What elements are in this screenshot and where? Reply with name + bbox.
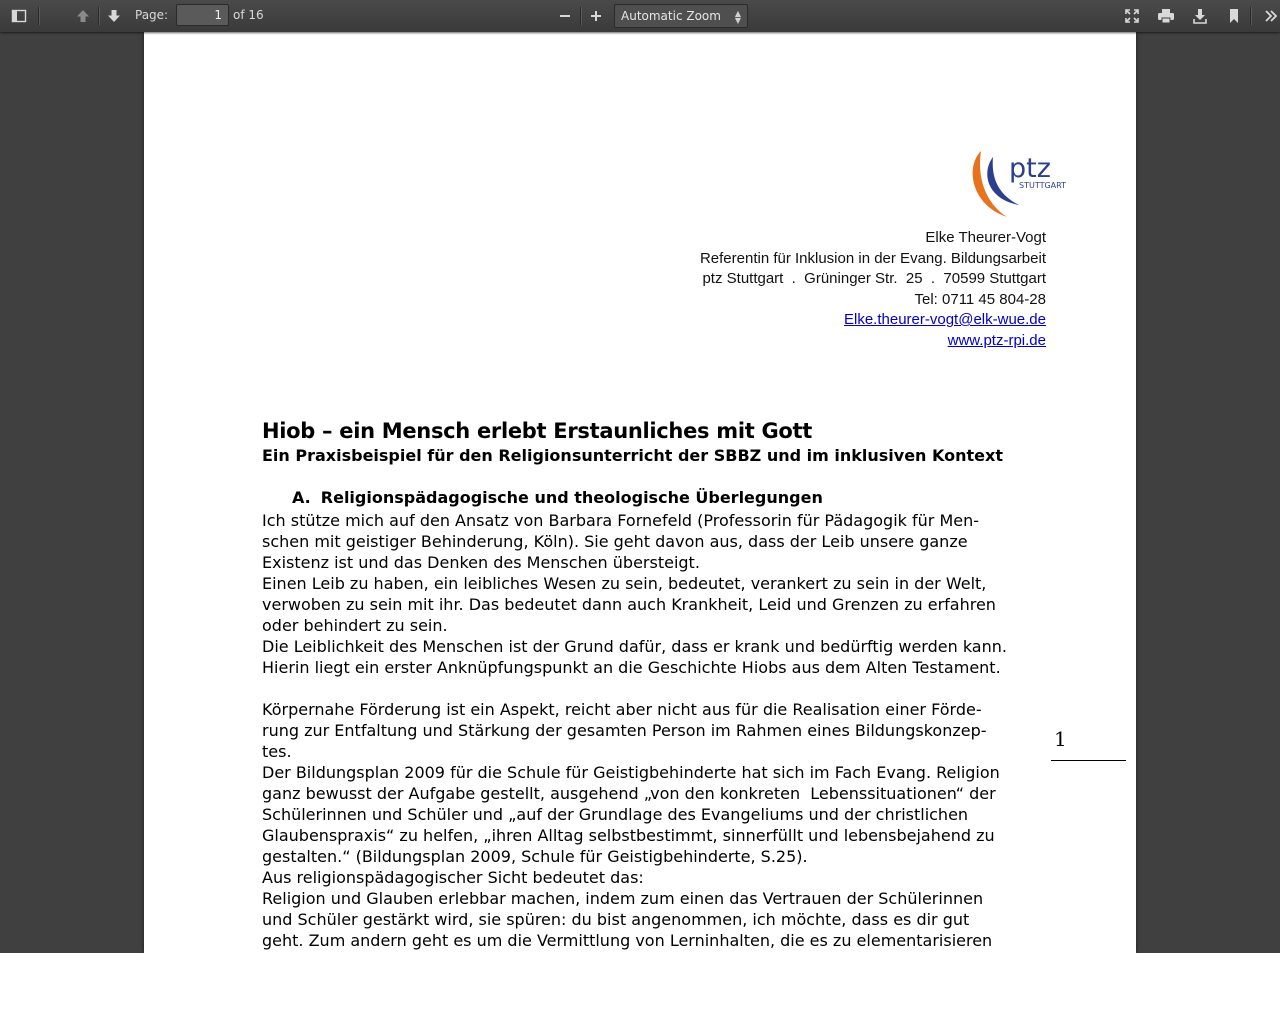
printer-icon [1157,8,1175,24]
body-line: Schülerinnen und Schüler und „auf der Grundlage des Evangeliums und der christlichen [262,805,969,824]
document-title: Hiob – ein Mensch erlebt Erstaunliches mit Gott [262,419,813,443]
body-line: gestalten.“ (Bildungsplan 2009, Schule für Geistigbehinderte, S.25). [262,847,808,866]
sidebar-toggle-icon [11,8,27,24]
body-line: und Schüler gestärkt wird, sie spüren: du bist angenommen, ich möchte, dass es dir gut [262,910,970,929]
double-chevron-right-icon [1263,8,1279,24]
page-number-input[interactable] [176,4,229,26]
margin-page-number: 1 [1054,727,1067,751]
page-label: Page: [135,8,169,22]
body-line: Ich stütze mich auf den Ansatz von Barbara Fornefeld (Professorin für Pädagogik für Men- [262,511,980,530]
fullscreen-icon [1124,8,1140,24]
body-line: schen mit geistiger Behinderung, Köln). Sie geht davon aus, dass der Leib unsere ganze [262,532,968,551]
pdf-page [144,32,1136,953]
body-line: Glaubenspraxis“ zu helfen, „ihren Alltag selbstbestimmt, sinnerfüllt und lebensbejahend zu [262,826,995,845]
zoom-select[interactable] [614,4,748,28]
zoom-in-button[interactable] [583,4,609,28]
ptz-logo [969,147,1081,219]
body-line: Hierin liegt ein erster Anknüpfungspunkt an die Geschichte Hiobs aus dem Alten Testament. [262,658,1001,677]
contact-phone: Tel: 0711 45 804-28 [914,290,1046,308]
contact-name: Elke Theurer-Vogt [925,229,1046,246]
bookmark-button[interactable] [1221,4,1247,28]
zoom-out-button[interactable] [552,4,578,28]
download-icon [1192,8,1208,24]
download-button[interactable] [1187,4,1213,28]
contact-role: Referentin für Inklusion in der Evang. Bildungsarbeit [699,249,1046,267]
email-link[interactable]: Elke.theurer-vogt@elk-wue.de [844,311,1046,328]
body-line: Einen Leib zu haben, ein leibliches Wesen zu sein, bedeutet, verankert zu sein in der Welt, [262,574,987,593]
presentation-mode-button[interactable] [1119,4,1145,28]
body-line: ganz bewusst der Aufgabe gestellt, ausgehend „von den konkreten Lebenssituationen“ der [262,784,996,803]
body-line [262,678,1042,699]
bookmark-icon [1227,8,1241,24]
section-heading [292,488,823,507]
minus-icon [558,9,572,23]
body-line: Die Leiblichkeit des Menschen ist der Grund dafür, dass er krank und bedürftig werden kann. [262,637,1007,656]
body-text [262,510,1042,951]
body-line: Körpernahe Förderung ist ein Aspekt, reicht aber nicht aus für die Realisation einer Förde- [262,700,982,719]
body-line: rung zur Entfaltung und Stärkung der gesamten Person im Rahmen eines Bildungskonzep- [262,721,987,740]
page-number-rule [1051,760,1126,761]
toolbar [0,0,1280,32]
contact-address: ptz Stuttgart . Grüninger Str. 25 . 70599 Stuttgart [702,270,1046,287]
chevron-updown-icon: ▲ ▼ [734,9,741,25]
section-number: A. [292,488,311,507]
contact-block [574,228,1046,351]
body-line: verwoben zu sein mit ihr. Das bedeutet dann auch Krankheit, Leid und Grenzen zu erfahren [262,595,996,614]
sidebar-toggle-button[interactable] [6,4,32,28]
body-line: geht. Zum andern geht es um die Vermittlung von Lerninhalten, die es zu elementarisieren [262,931,993,950]
next-page-button[interactable] [101,4,127,28]
page-count: of 16 [233,8,264,22]
previous-page-button[interactable] [70,4,96,28]
arrow-up-icon [75,8,91,24]
body-line: oder behindert zu sein. [262,616,448,635]
website-link[interactable]: www.ptz-rpi.de [947,331,1046,349]
zoom-select-value: Automatic Zoom [621,9,721,23]
plus-icon [589,9,603,23]
svg-text:STUTTGART: STUTTGART [1019,181,1066,190]
body-line: Existenz ist und das Denken des Menschen übersteigt. [262,553,700,572]
document-subtitle: Ein Praxisbeispiel für den Religionsunterricht der SBBZ und im inklusiven Kontext [262,446,1003,465]
svg-text:ptz: ptz [1009,153,1051,184]
body-line: Religion und Glauben erlebbar machen, indem zum einen das Vertrauen der Schülerinnen [262,889,984,908]
body-line: Aus religionspädagogischer Sicht bedeutet das: [262,868,644,887]
tools-button[interactable] [1258,4,1280,28]
print-button[interactable] [1153,4,1179,28]
arrow-down-icon [106,8,122,24]
body-line: Der Bildungsplan 2009 für die Schule für Geistigbehinderte hat sich im Fach Evang. Religion [262,763,1000,782]
section-heading-text: Religionspädagogische und theologische Überlegungen [320,488,823,507]
body-line: tes. [262,742,292,761]
